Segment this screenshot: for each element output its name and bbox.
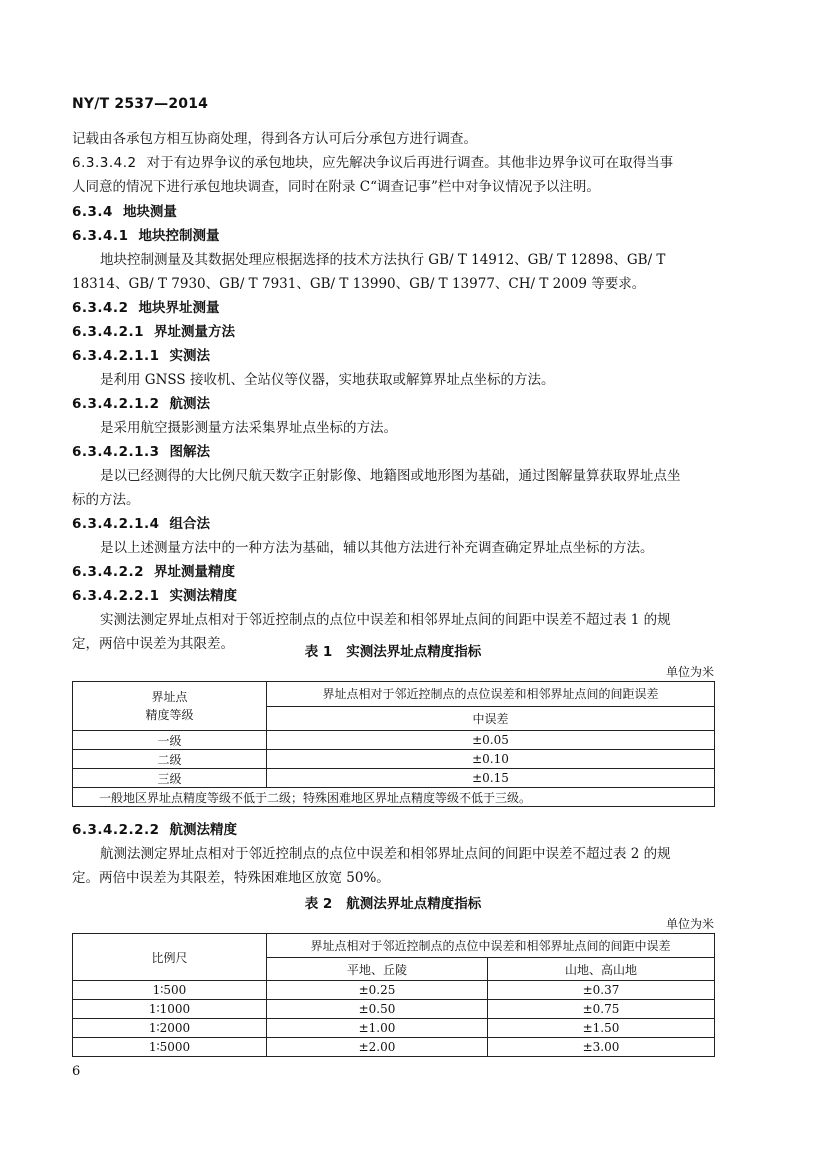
paragraph-line: 标的方法。 [72, 492, 140, 508]
value-cell: ±1.00 [267, 1019, 488, 1038]
table-header-cell: 界址点相对于邻近控制点的点位中误差和相邻界址点间的间距中误差 [267, 934, 715, 958]
grade-cell: 二级 [73, 750, 267, 769]
section-number: 6.3.4.2.2.2 [72, 822, 160, 838]
table-row [73, 1038, 715, 1057]
section-title: 界址测量精度 [153, 564, 235, 580]
paragraph-line: 是以上述测量方法中的一种方法为基础，辅以其他方法进行补充调查确定界址点坐标的方法。 [100, 540, 654, 556]
section-title: 图解法 [169, 444, 211, 460]
section-title: 实测法精度 [169, 588, 238, 604]
value-cell: ±0.50 [267, 1000, 488, 1019]
table-note: 一般地区界址点精度等级不低于二级；特殊困难地区界址点精度等级不低于三级。 [73, 788, 715, 807]
table-2-unit: 单位为米 [665, 917, 714, 931]
value-cell: ±2.00 [267, 1038, 488, 1057]
clause-6-3-3-4-2 [72, 154, 673, 172]
paragraph-line: 人同意的情况下进行承包地块调查，同时在附录 C“调查记事”栏中对争议情况予以注明。 [72, 179, 600, 195]
scale-cell: 1∶500 [73, 981, 267, 1000]
paragraph-line: 定，两倍中误差为其限差。 [72, 636, 234, 652]
page-number: 6 [72, 1064, 81, 1079]
table-header-cell: 中误差 [267, 706, 715, 731]
paragraph-line: 是采用航空摄影测量方法采集界址点坐标的方法。 [100, 420, 397, 436]
section-6-3-4-2-2-2-heading [72, 821, 237, 839]
value-cell: ±0.25 [267, 981, 488, 1000]
section-title: 界址测量方法 [153, 324, 235, 340]
section-heading [72, 515, 210, 533]
table-header-cell: 平地、丘陵 [267, 958, 488, 981]
caption-title: 航测法界址点精度指标 [346, 896, 482, 912]
table-2 [72, 933, 715, 1057]
clause-number: 6.3.3.4.2 [72, 155, 137, 171]
caption-number: 表 2 [304, 896, 333, 912]
scale-cell: 1∶1000 [73, 1000, 267, 1019]
scale-cell: 1∶2000 [73, 1019, 267, 1038]
value-cell: ±3.00 [488, 1038, 715, 1057]
section-heading [72, 443, 210, 461]
section-6-3-4-2-heading [72, 299, 219, 317]
table-header-cell [73, 682, 267, 731]
section-title: 航测法精度 [169, 822, 238, 838]
section-heading [72, 347, 210, 365]
table-row [73, 1000, 715, 1019]
section-number: 6.3.4.2.2.1 [72, 588, 160, 604]
scale-cell: 1∶5000 [73, 1038, 267, 1057]
table-1 [72, 681, 715, 807]
section-6-3-4-2-2-1-heading [72, 587, 237, 605]
section-6-3-4-2-2-heading [72, 563, 235, 581]
section-6-3-4-heading [72, 203, 177, 221]
table-row [73, 769, 715, 788]
value-cell: ±1.50 [488, 1019, 715, 1038]
section-title: 地块界址测量 [138, 300, 220, 316]
section-6-3-4-2-1-heading [72, 323, 235, 341]
paragraph-line: 航测法测定界址点相对于邻近控制点的点位中误差和相邻界址点间的间距中误差不超过表 2 的规 [100, 846, 671, 862]
section-heading [72, 395, 210, 413]
paragraph-line: 实测法测定界址点相对于邻近控制点的点位中误差和相邻界址点间的间距中误差不超过表 1 的规 [100, 612, 671, 628]
value-cell: ±0.75 [488, 1000, 715, 1019]
header-text: 界址点 [151, 690, 188, 704]
value-cell: ±0.05 [267, 731, 715, 750]
paragraph-line: 是以已经测得的大比例尺航天数字正射影像、地籍图或地形图为基础，通过图解量算获取界址点坐 [100, 468, 681, 484]
paragraph-line: 18314、GB/ T 7930、GB/ T 7931、GB/ T 13990、GB/ T 13977、CH/ T 2009 等要求。 [72, 276, 646, 292]
table-1-unit: 单位为米 [665, 665, 714, 679]
table-header-cell: 比例尺 [73, 934, 267, 981]
paragraph-line: 地块控制测量及其数据处理应根据选择的技术方法执行 GB/ T 14912、GB/ T 12898、GB/ T [100, 252, 666, 268]
value-cell: ±0.15 [267, 769, 715, 788]
section-number: 6.3.4.2.2 [72, 564, 144, 580]
value-cell: ±0.10 [267, 750, 715, 769]
section-6-3-4-1-heading [72, 227, 219, 245]
section-number: 6.3.4.2.1.4 [72, 516, 160, 532]
value-cell: ±0.37 [488, 981, 715, 1000]
section-title: 地块测量 [122, 204, 177, 220]
table-row [73, 750, 715, 769]
caption-title: 实测法界址点精度指标 [346, 644, 482, 660]
paragraph-line: 记载由各承包方相互协商处理，得到各方认可后分承包方进行调查。 [72, 131, 477, 147]
table-header-cell: 山地、高山地 [488, 958, 715, 981]
paragraph-line: 定。两倍中误差为其限差，特殊困难地区放宽 50%。 [72, 870, 390, 886]
header-text: 精度等级 [145, 708, 194, 722]
section-number: 6.3.4.2.1.2 [72, 396, 160, 412]
table-row [73, 731, 715, 750]
table-row [73, 1019, 715, 1038]
section-number: 6.3.4 [72, 204, 113, 220]
grade-cell: 一级 [73, 731, 267, 750]
caption-number: 表 1 [304, 644, 333, 660]
standard-header: NY/T 2537—2014 [72, 96, 209, 112]
table-2-caption [72, 892, 714, 912]
table-row [73, 981, 715, 1000]
section-number: 6.3.4.2.1.1 [72, 348, 160, 364]
section-number: 6.3.4.2.1 [72, 324, 144, 340]
grade-cell: 三级 [73, 769, 267, 788]
paragraph-line: 是利用 GNSS 接收机、全站仪等仪器，实地获取或解算界址点坐标的方法。 [100, 372, 555, 388]
section-number: 6.3.4.2 [72, 300, 129, 316]
section-number: 6.3.4.2.1.3 [72, 444, 160, 460]
section-title: 组合法 [169, 516, 211, 532]
table-header-cell: 界址点相对于邻近控制点的点位误差和相邻界址点间的间距误差 [267, 682, 715, 707]
section-number: 6.3.4.1 [72, 228, 129, 244]
section-title: 地块控制测量 [138, 228, 220, 244]
table-1-caption [72, 640, 714, 660]
clause-text: 对于有边界争议的承包地块，应先解决争议后再进行调查。其他非边界争议可在取得当事 [146, 155, 674, 171]
section-title: 实测法 [169, 348, 211, 364]
section-title: 航测法 [169, 396, 211, 412]
